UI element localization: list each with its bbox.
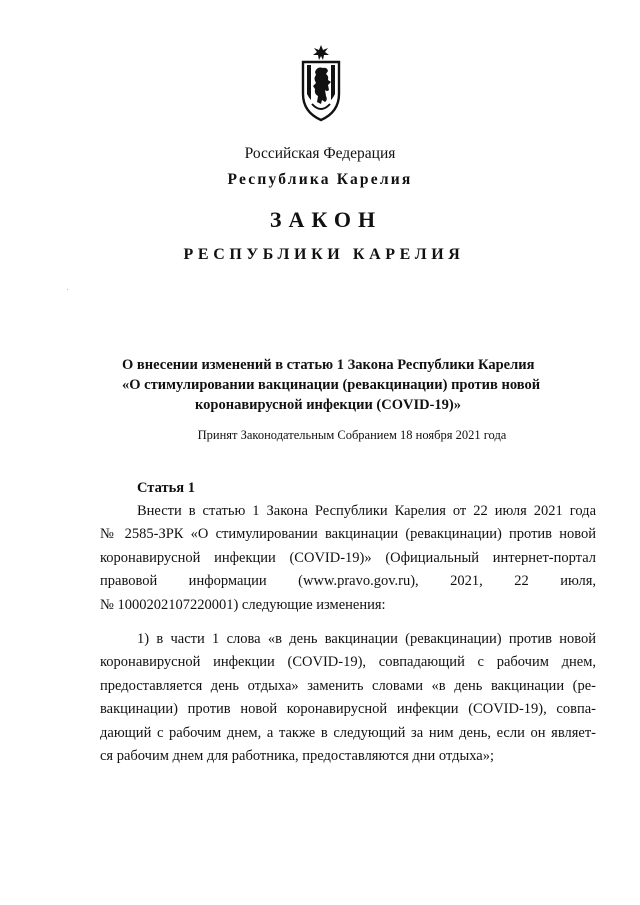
paragraph-line: № 1000202107220001) следующие изменения:: [100, 596, 386, 613]
country-name: Российская Федерация: [244, 145, 396, 162]
karelia-coat-of-arms-icon: [298, 44, 344, 122]
paragraph-line: ся рабочим днем для работника, предоставляются дни отдыха»;: [100, 747, 494, 764]
paragraph-line: правовой информации (www.pravo.gov.ru), 2021, 22 июля,: [100, 573, 596, 590]
article-paragraph-2: [100, 628, 596, 768]
paragraph-line: № 2585-ЗРК «О стимулировании вакцинации (ревакцинации) против новой: [100, 526, 596, 543]
heading-line: коронавирусной инфекции (COVID-19)»: [194, 397, 461, 413]
scan-speck: [67, 289, 68, 290]
paragraph-line: вакцинации) против новой коронавирусной инфекции (COVID-19), совпа-: [100, 701, 596, 718]
law-heading: [122, 355, 541, 415]
paragraph-line: 1) в части 1 слова «в день вакцинации (ревакцинации) против новой: [137, 631, 596, 647]
republic-name: Республика Карелия: [227, 171, 413, 188]
paragraph-line: Внести в статью 1 Закона Республики Карелия от 22 июля 2021 года: [137, 503, 596, 519]
law-subtitle: РЕСПУБЛИКИ КАРЕЛИЯ: [183, 246, 465, 263]
heading-line: «О стимулировании вакцинации (ревакцинации) против новой: [122, 377, 541, 393]
paragraph-line: дающий с рабочим днем, а также в следующий за ним день, если он являет-: [100, 724, 596, 741]
paragraph-line: коронавирусной инфекции (COVID-19)» (Официальный интернет-портал: [100, 549, 596, 566]
paragraph-line: коронавирусной инфекции (COVID-19), совпадающий с рабочим днем,: [100, 654, 596, 671]
adoption-note: Принят Законодательным Собранием 18 ноября 2021 года: [197, 428, 507, 442]
law-title: ЗАКОН: [269, 207, 383, 232]
paragraph-line: предоставляется день отдыха» заменить словами «в день вакцинации (ре-: [100, 677, 596, 694]
article-title: Статья 1: [137, 480, 195, 496]
heading-line: О внесении изменений в статью 1 Закона Республики Карелия: [122, 357, 535, 373]
article-paragraph-1: [100, 500, 596, 617]
